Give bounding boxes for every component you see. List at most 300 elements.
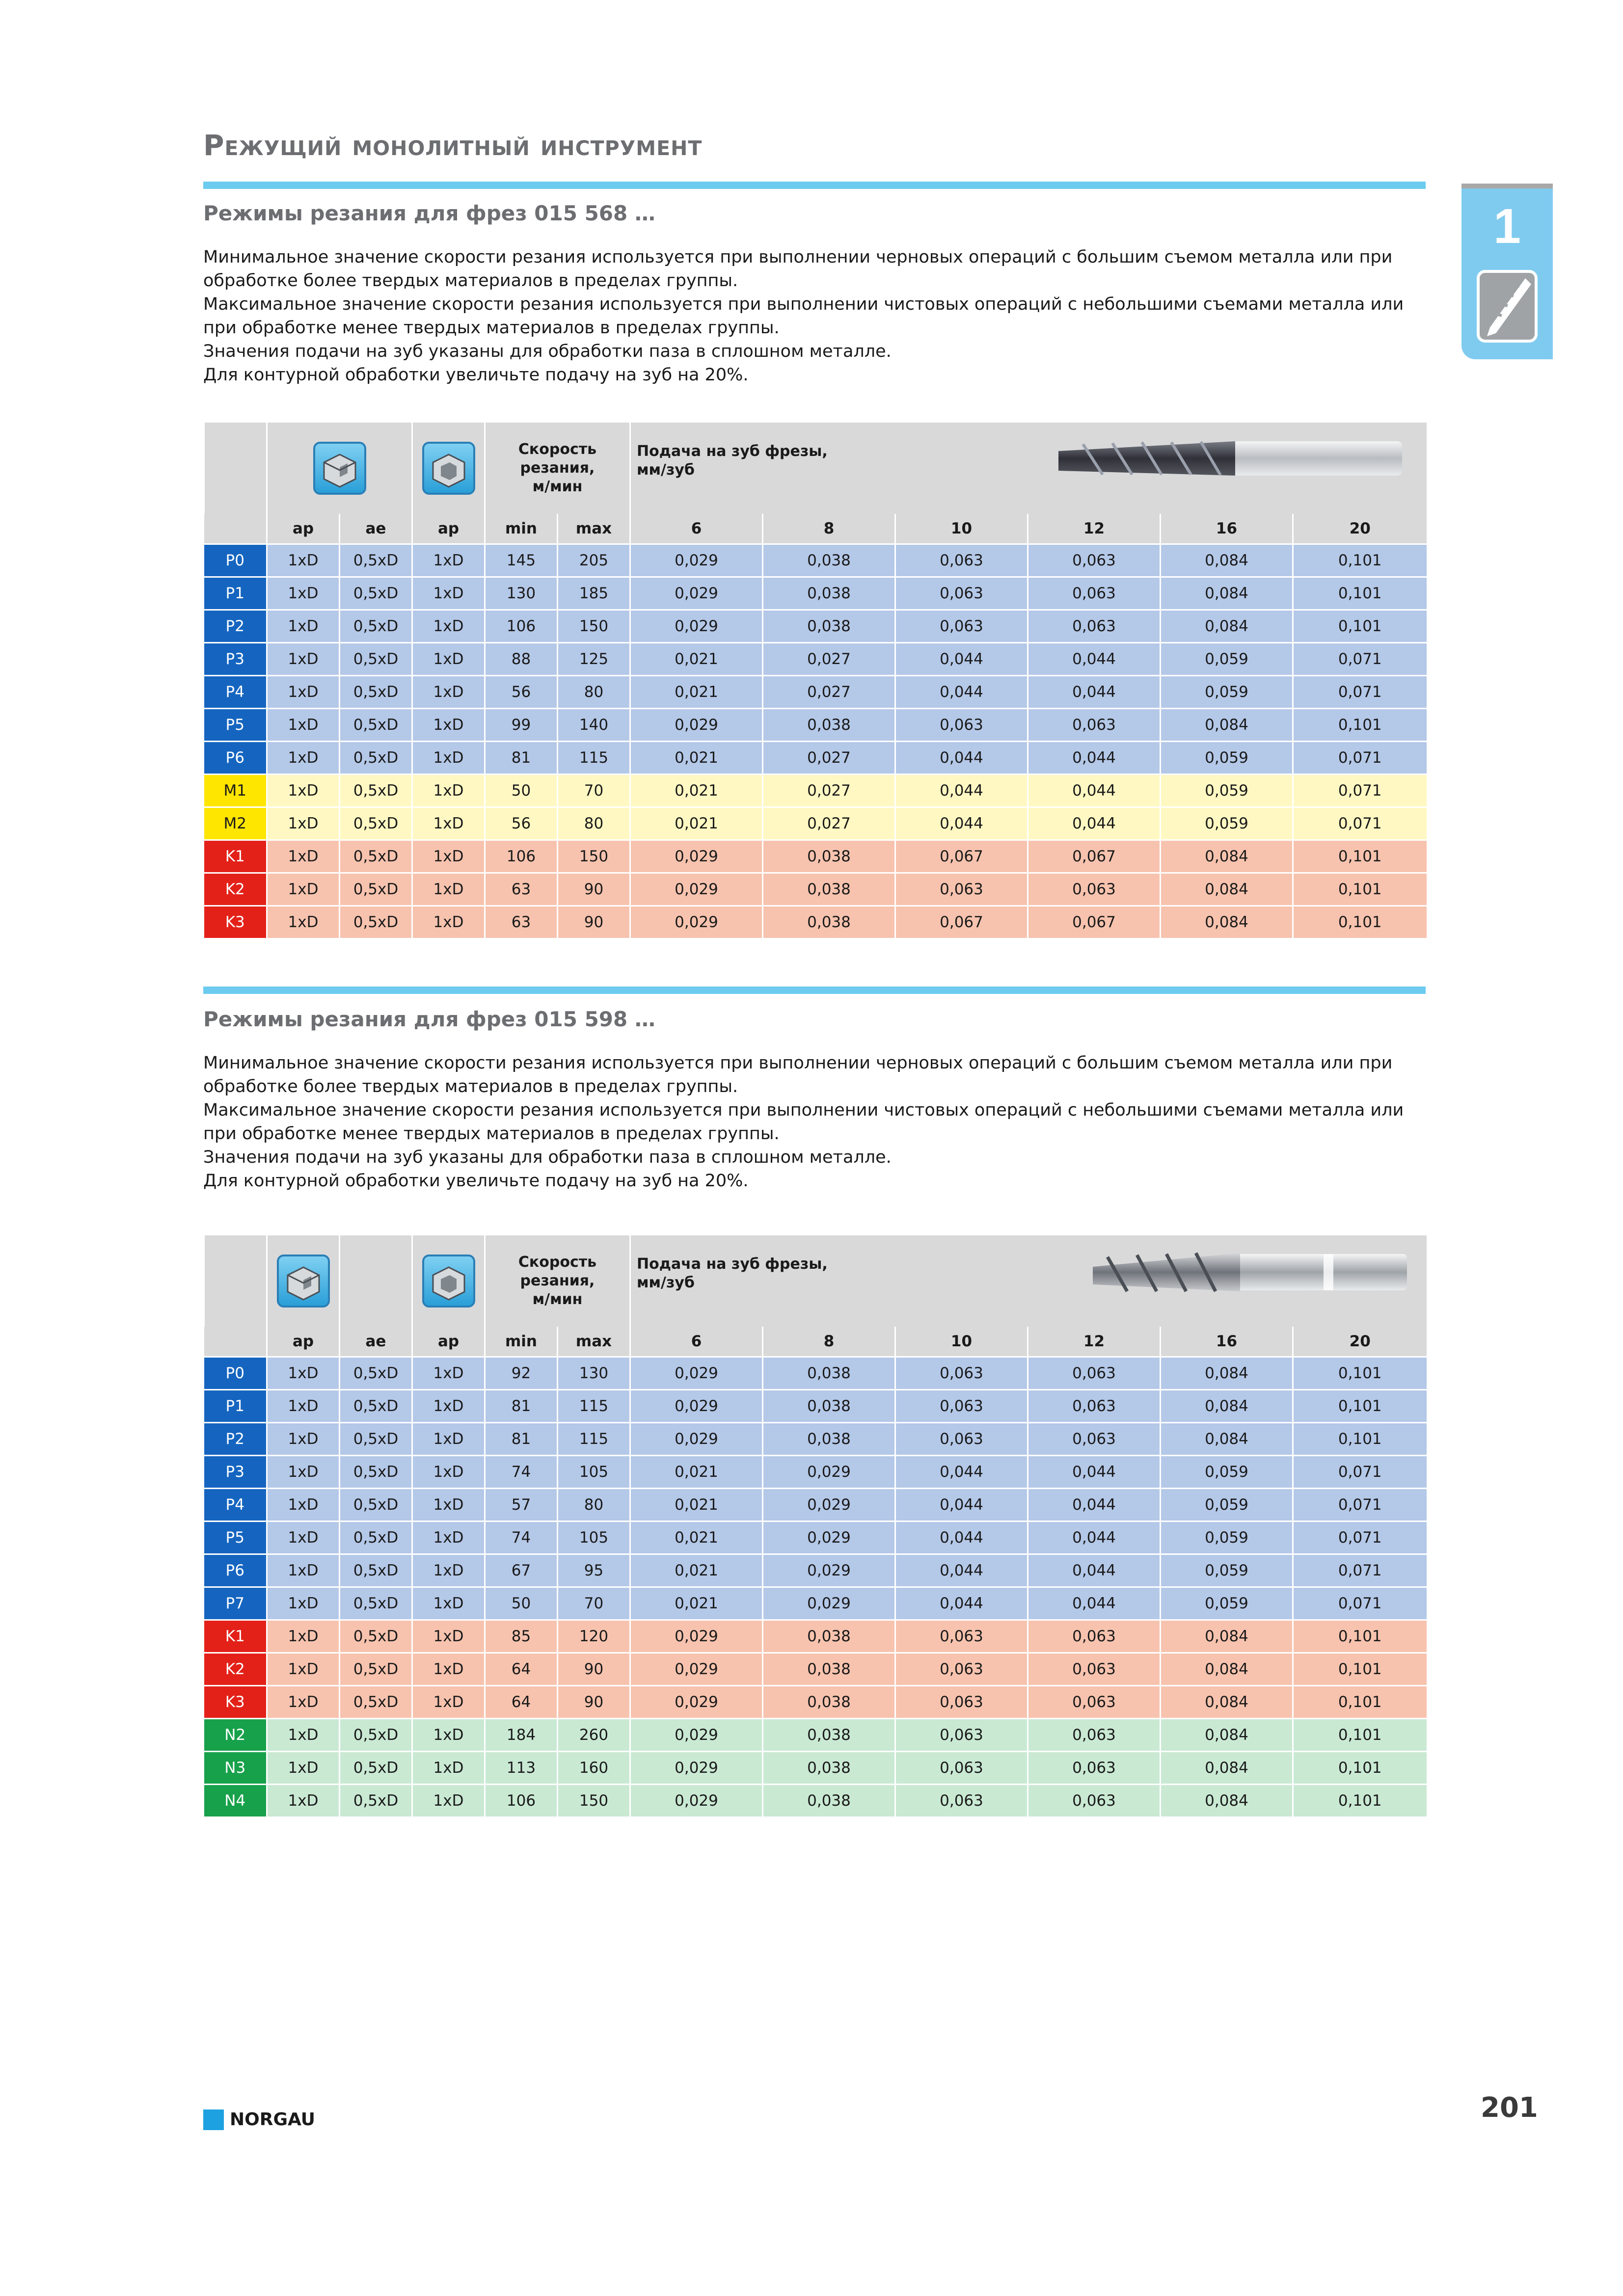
table-cell: 184 xyxy=(485,1719,558,1752)
table-cell: 0,084 xyxy=(1161,1653,1293,1686)
table-row xyxy=(204,1752,1427,1785)
table-cell: 64 xyxy=(485,1653,558,1686)
text-line: Минимальное значение скорости резания используется при выполнении черновых операций с большим съемом металла или при xyxy=(203,1053,1393,1073)
table-cell: 0,044 xyxy=(1028,774,1161,807)
column-header: ap xyxy=(412,1327,485,1357)
text-line: Для контурной обработки увеличьте подачу на зуб на 20%. xyxy=(203,365,749,385)
table-cell: 0,059 xyxy=(1161,1522,1293,1554)
table-row xyxy=(204,1357,1427,1390)
table-cell: 0,044 xyxy=(895,807,1028,840)
table-cell: 81 xyxy=(485,1423,558,1456)
table-cell: 1xD xyxy=(267,873,340,906)
column-header: max xyxy=(558,514,630,544)
column-header: ap xyxy=(267,1327,340,1357)
table-cell: 113 xyxy=(485,1752,558,1785)
table-cell: 0,5xD xyxy=(340,1587,412,1620)
chapter-number: 1 xyxy=(1493,199,1521,254)
table-cell: 150 xyxy=(558,610,630,643)
table-cell: 0,101 xyxy=(1293,544,1427,577)
table-cell: 0,063 xyxy=(1028,1785,1161,1817)
table-cell: 0,029 xyxy=(630,1686,763,1719)
table-cell: 0,5xD xyxy=(340,643,412,676)
table-cell: 1xD xyxy=(412,1554,485,1587)
table-cell: 0,5xD xyxy=(340,742,412,774)
material-group-cell: P3 xyxy=(204,643,267,676)
table-cell: 0,101 xyxy=(1293,906,1427,938)
contour-milling-icon xyxy=(422,1255,475,1308)
table-cell: 0,101 xyxy=(1293,1752,1427,1785)
table-cell: 0,101 xyxy=(1293,610,1427,643)
table-cell: 0,071 xyxy=(1293,1489,1427,1522)
table-cell: 0,5xD xyxy=(340,807,412,840)
table-cell: 0,021 xyxy=(630,774,763,807)
table-cell: 0,5xD xyxy=(340,1554,412,1587)
table-cell: 0,038 xyxy=(763,1785,895,1817)
material-group-cell: P6 xyxy=(204,742,267,774)
material-group-cell: N2 xyxy=(204,1719,267,1752)
table-cell: 0,071 xyxy=(1293,1587,1427,1620)
table-cell: 115 xyxy=(558,742,630,774)
page-title: Режущий монолитный инструмент xyxy=(203,129,703,162)
table-row xyxy=(204,840,1427,873)
table-cell: 0,059 xyxy=(1161,1554,1293,1587)
table-row xyxy=(204,1587,1427,1620)
table-cell: 99 xyxy=(485,709,558,742)
table-cell: 0,067 xyxy=(895,840,1028,873)
table-cell: 1xD xyxy=(412,873,485,906)
table-cell: 1xD xyxy=(267,676,340,709)
table-cell: 0,084 xyxy=(1161,1390,1293,1423)
table-cell: 0,038 xyxy=(763,577,895,610)
table-cell: 0,084 xyxy=(1161,1357,1293,1390)
feed-header-line: мм/зуб xyxy=(637,1274,695,1291)
table-cell: 0,038 xyxy=(763,873,895,906)
slot-milling-icon xyxy=(277,1255,330,1308)
table-cell: 0,044 xyxy=(895,676,1028,709)
table-cell: 160 xyxy=(558,1752,630,1785)
material-group-cell: P3 xyxy=(204,1456,267,1489)
table-cell: 0,044 xyxy=(895,1489,1028,1522)
table-cell: 0,021 xyxy=(630,1587,763,1620)
section1-rule xyxy=(203,182,1426,189)
table-cell: 1xD xyxy=(267,1423,340,1456)
table-cell: 0,029 xyxy=(630,1620,763,1653)
table-cell: 81 xyxy=(485,1390,558,1423)
table-cell: 1xD xyxy=(267,610,340,643)
table-cell: 0,038 xyxy=(763,544,895,577)
table-cell: 1xD xyxy=(412,742,485,774)
table-cell: 1xD xyxy=(412,906,485,938)
table-cell: 0,044 xyxy=(895,742,1028,774)
table-cell: 0,044 xyxy=(1028,643,1161,676)
table-header-row-2 xyxy=(204,1327,1427,1357)
table-cell: 125 xyxy=(558,643,630,676)
table-cell: 0,5xD xyxy=(340,774,412,807)
table-cell: 1xD xyxy=(412,577,485,610)
table-cell: 0,029 xyxy=(630,1653,763,1686)
table-row xyxy=(204,1686,1427,1719)
table-cell: 0,101 xyxy=(1293,577,1427,610)
column-header: 12 xyxy=(1028,1327,1161,1357)
table-row xyxy=(204,1554,1427,1587)
section2-description xyxy=(203,1051,1431,1193)
table-cell: 0,5xD xyxy=(340,1785,412,1817)
section1-heading: Режимы резания для фрез 015 568 … xyxy=(203,201,655,225)
table-cell: 0,071 xyxy=(1293,774,1427,807)
table-cell: 0,5xD xyxy=(340,1653,412,1686)
column-header: 6 xyxy=(630,514,763,544)
contour-icon-cell xyxy=(412,422,485,514)
table-cell: 0,029 xyxy=(630,873,763,906)
table-cell: 0,084 xyxy=(1161,1719,1293,1752)
feed-header-line: Подача на зуб фрезы, xyxy=(637,1255,828,1273)
table-cell: 80 xyxy=(558,676,630,709)
table-cell: 0,101 xyxy=(1293,1423,1427,1456)
table-cell: 1xD xyxy=(412,544,485,577)
table-row xyxy=(204,1489,1427,1522)
table-cell: 0,038 xyxy=(763,1686,895,1719)
table-cell: 90 xyxy=(558,1653,630,1686)
material-group-cell: P0 xyxy=(204,544,267,577)
table-cell: 74 xyxy=(485,1522,558,1554)
table-cell: 0,084 xyxy=(1161,840,1293,873)
table-cell: 0,063 xyxy=(1028,577,1161,610)
table-cell: 0,029 xyxy=(630,1357,763,1390)
table-cell: 0,038 xyxy=(763,1390,895,1423)
table-cell: 0,063 xyxy=(1028,1752,1161,1785)
table-row xyxy=(204,774,1427,807)
table-cell: 0,038 xyxy=(763,1653,895,1686)
table-cell: 0,063 xyxy=(1028,1390,1161,1423)
table-cell: 0,029 xyxy=(630,1719,763,1752)
table-cell: 0,044 xyxy=(895,643,1028,676)
table-cell: 0,5xD xyxy=(340,1620,412,1653)
table-cell: 1xD xyxy=(267,1522,340,1554)
speed-header-line: м/мин xyxy=(532,1291,583,1308)
text-line: обработке более твердых материалов в пределах группы. xyxy=(203,271,738,291)
table-row xyxy=(204,1456,1427,1489)
contour-icon-cell xyxy=(412,1235,485,1327)
table-cell: 0,063 xyxy=(895,1357,1028,1390)
column-header: 12 xyxy=(1028,514,1161,544)
section2-heading: Режимы резания для фрез 015 598 … xyxy=(203,1007,655,1031)
material-group-cell: K3 xyxy=(204,906,267,938)
table-cell: 0,063 xyxy=(1028,1357,1161,1390)
header-blank xyxy=(204,514,267,544)
table-cell: 185 xyxy=(558,577,630,610)
table-cell: 0,101 xyxy=(1293,840,1427,873)
table-cell: 50 xyxy=(485,774,558,807)
table-cell: 1xD xyxy=(267,1357,340,1390)
cutting-tool-tab-icon xyxy=(1476,269,1538,343)
table-cell: 0,5xD xyxy=(340,1489,412,1522)
table-cell: 0,084 xyxy=(1161,709,1293,742)
table-cell: 0,029 xyxy=(630,1390,763,1423)
table-header-row-2 xyxy=(204,514,1427,544)
table-cell: 0,101 xyxy=(1293,1390,1427,1423)
material-group-cell: P4 xyxy=(204,676,267,709)
table-cell: 0,071 xyxy=(1293,1554,1427,1587)
table-cell: 0,5xD xyxy=(340,1456,412,1489)
table-cell: 1xD xyxy=(267,742,340,774)
column-header: 16 xyxy=(1161,1327,1293,1357)
text-line: Значения подачи на зуб указаны для обработки паза в сплошном металле. xyxy=(203,342,892,361)
feed-header-line: мм/зуб xyxy=(637,461,695,479)
table-cell: 1xD xyxy=(412,1489,485,1522)
table-cell: 0,038 xyxy=(763,840,895,873)
table-cell: 0,063 xyxy=(895,1719,1028,1752)
table-row xyxy=(204,873,1427,906)
table-row xyxy=(204,807,1427,840)
table-cell: 1xD xyxy=(412,1719,485,1752)
table-cell: 0,021 xyxy=(630,1456,763,1489)
table-cell: 50 xyxy=(485,1587,558,1620)
header-blank xyxy=(204,1327,267,1357)
speed-header-line: м/мин xyxy=(532,478,583,495)
table-cell: 0,044 xyxy=(1028,676,1161,709)
table-cell: 0,029 xyxy=(630,577,763,610)
table-cell: 0,084 xyxy=(1161,1423,1293,1456)
table-cell: 0,5xD xyxy=(340,577,412,610)
table-cell: 0,084 xyxy=(1161,906,1293,938)
table-cell: 0,059 xyxy=(1161,643,1293,676)
table-cell: 0,029 xyxy=(763,1587,895,1620)
text-line: при обработке менее твердых материалов в пределах группы. xyxy=(203,1124,780,1144)
column-header: 16 xyxy=(1161,514,1293,544)
material-group-cell: P2 xyxy=(204,610,267,643)
table-cell: 1xD xyxy=(412,774,485,807)
table-cell: 0,5xD xyxy=(340,1719,412,1752)
table-cell: 0,5xD xyxy=(340,1357,412,1390)
table-cell: 0,029 xyxy=(630,906,763,938)
table-cell: 0,063 xyxy=(895,709,1028,742)
table-cell: 90 xyxy=(558,1686,630,1719)
material-group-cell: P4 xyxy=(204,1489,267,1522)
logo-square-icon xyxy=(203,2109,224,2130)
speed-header-line: резания, xyxy=(520,459,595,477)
table-cell: 56 xyxy=(485,807,558,840)
table-cell: 1xD xyxy=(267,577,340,610)
text-line: при обработке менее твердых материалов в пределах группы. xyxy=(203,318,780,338)
material-group-cell: P1 xyxy=(204,577,267,610)
table-cell: 1xD xyxy=(412,1752,485,1785)
table-row xyxy=(204,643,1427,676)
table-cell: 0,5xD xyxy=(340,873,412,906)
table-cell: 0,084 xyxy=(1161,1785,1293,1817)
column-header: ap xyxy=(412,514,485,544)
text-line: Максимальное значение скорости резания используется при выполнении чистовых операций с небольшими съемами металла или xyxy=(203,1100,1404,1120)
table-cell: 150 xyxy=(558,840,630,873)
table-cell: 70 xyxy=(558,774,630,807)
table-cell: 0,071 xyxy=(1293,1522,1427,1554)
table-row xyxy=(204,906,1427,938)
table-row xyxy=(204,1653,1427,1686)
contour-milling-icon xyxy=(422,442,475,495)
table-cell: 0,027 xyxy=(763,774,895,807)
table-cell: 0,044 xyxy=(895,774,1028,807)
table-cell: 0,063 xyxy=(1028,544,1161,577)
table-cell: 1xD xyxy=(412,709,485,742)
table-cell: 1xD xyxy=(267,643,340,676)
table-cell: 0,071 xyxy=(1293,807,1427,840)
table-cell: 0,038 xyxy=(763,1357,895,1390)
table-cell: 63 xyxy=(485,873,558,906)
column-header: ap xyxy=(267,514,340,544)
table-cell: 0,101 xyxy=(1293,1620,1427,1653)
table-cell: 0,071 xyxy=(1293,676,1427,709)
table-cell: 106 xyxy=(485,1785,558,1817)
column-header: 20 xyxy=(1293,514,1427,544)
speed-header xyxy=(485,422,630,514)
table-cell: 1xD xyxy=(267,1653,340,1686)
table-cell: 0,063 xyxy=(1028,1620,1161,1653)
slot-milling-icon xyxy=(313,442,366,495)
table-cell: 1xD xyxy=(412,1522,485,1554)
page-number: 201 xyxy=(1481,2092,1538,2124)
cutting-data-table-015568 xyxy=(203,421,1427,938)
table-cell: 64 xyxy=(485,1686,558,1719)
table-cell: 130 xyxy=(558,1357,630,1390)
chapter-tab[interactable] xyxy=(1461,184,1553,359)
table-cell: 0,5xD xyxy=(340,1752,412,1785)
table-cell: 150 xyxy=(558,1785,630,1817)
table-cell: 1xD xyxy=(267,807,340,840)
column-header: 6 xyxy=(630,1327,763,1357)
table-cell: 0,063 xyxy=(1028,1686,1161,1719)
table-cell: 0,021 xyxy=(630,742,763,774)
table-cell: 0,027 xyxy=(763,643,895,676)
table-cell: 0,021 xyxy=(630,1489,763,1522)
table-cell: 0,063 xyxy=(895,1653,1028,1686)
table-cell: 0,027 xyxy=(763,676,895,709)
table-cell: 56 xyxy=(485,676,558,709)
text-line: Значения подачи на зуб указаны для обработки паза в сплошном металле. xyxy=(203,1148,892,1167)
table-cell: 1xD xyxy=(267,840,340,873)
table-cell: 0,044 xyxy=(1028,1456,1161,1489)
table-cell: 1xD xyxy=(267,1752,340,1785)
table-cell: 0,027 xyxy=(763,742,895,774)
table-cell: 1xD xyxy=(267,1587,340,1620)
table-cell: 0,101 xyxy=(1293,1653,1427,1686)
table-cell: 0,067 xyxy=(1028,840,1161,873)
table-cell: 1xD xyxy=(267,774,340,807)
table-cell: 1xD xyxy=(412,1620,485,1653)
table-cell: 85 xyxy=(485,1620,558,1653)
table-cell: 0,038 xyxy=(763,709,895,742)
column-header: ae xyxy=(340,1327,412,1357)
table-cell: 106 xyxy=(485,840,558,873)
material-group-cell: K3 xyxy=(204,1686,267,1719)
table-cell: 0,063 xyxy=(895,1620,1028,1653)
table-cell: 0,044 xyxy=(1028,1554,1161,1587)
material-group-cell: P2 xyxy=(204,1423,267,1456)
table-cell: 115 xyxy=(558,1423,630,1456)
table-cell: 0,021 xyxy=(630,643,763,676)
slot-icon-cell xyxy=(267,1235,340,1327)
speed-header xyxy=(485,1235,630,1327)
table-cell: 0,063 xyxy=(1028,1653,1161,1686)
text-line: Минимальное значение скорости резания используется при выполнении черновых операций с большим съемом металла или при xyxy=(203,247,1393,267)
table-row xyxy=(204,709,1427,742)
material-group-cell: P5 xyxy=(204,1522,267,1554)
table-cell: 0,084 xyxy=(1161,610,1293,643)
table-cell: 0,029 xyxy=(630,544,763,577)
table-cell: 67 xyxy=(485,1554,558,1587)
column-header: min xyxy=(485,514,558,544)
table-cell: 0,101 xyxy=(1293,873,1427,906)
table-cell: 1xD xyxy=(412,1653,485,1686)
table-cell: 1xD xyxy=(412,840,485,873)
table-cell: 0,038 xyxy=(763,906,895,938)
material-group-cell: P7 xyxy=(204,1587,267,1620)
table-cell: 0,063 xyxy=(1028,709,1161,742)
table-cell: 120 xyxy=(558,1620,630,1653)
column-header: max xyxy=(558,1327,630,1357)
table-cell: 0,067 xyxy=(895,906,1028,938)
column-header: min xyxy=(485,1327,558,1357)
material-group-cell: N4 xyxy=(204,1785,267,1817)
table-cell: 1xD xyxy=(412,1785,485,1817)
header-blank xyxy=(340,1235,412,1327)
end-mill-photo xyxy=(1088,1242,1412,1301)
material-group-cell: K1 xyxy=(204,1620,267,1653)
table-body xyxy=(204,1357,1427,1817)
table-cell: 0,059 xyxy=(1161,807,1293,840)
feed-header-line: Подача на зуб фрезы, xyxy=(637,443,828,460)
table-cell: 70 xyxy=(558,1587,630,1620)
table-cell: 1xD xyxy=(267,1554,340,1587)
logo-text: NORGAU xyxy=(230,2109,315,2130)
table-cell: 0,5xD xyxy=(340,544,412,577)
table-cell: 0,063 xyxy=(895,1785,1028,1817)
material-group-cell: P1 xyxy=(204,1390,267,1423)
table-row xyxy=(204,544,1427,577)
table-cell: 0,101 xyxy=(1293,1686,1427,1719)
table-cell: 90 xyxy=(558,873,630,906)
table-cell: 0,5xD xyxy=(340,906,412,938)
material-group-cell: M2 xyxy=(204,807,267,840)
table-cell: 0,084 xyxy=(1161,1686,1293,1719)
table-cell: 0,044 xyxy=(895,1554,1028,1587)
table-cell: 0,5xD xyxy=(340,840,412,873)
table-cell: 0,038 xyxy=(763,1423,895,1456)
table-cell: 1xD xyxy=(412,610,485,643)
table-cell: 0,5xD xyxy=(340,676,412,709)
table-cell: 0,059 xyxy=(1161,1587,1293,1620)
table-cell: 130 xyxy=(485,577,558,610)
feed-header xyxy=(630,422,1427,514)
table-cell: 0,063 xyxy=(1028,1423,1161,1456)
table-cell: 0,5xD xyxy=(340,1686,412,1719)
table-row xyxy=(204,1620,1427,1653)
table-cell: 0,101 xyxy=(1293,709,1427,742)
column-header: 8 xyxy=(763,1327,895,1357)
table-header-row-1 xyxy=(204,1235,1427,1327)
table-cell: 0,044 xyxy=(895,1522,1028,1554)
table-cell: 1xD xyxy=(267,709,340,742)
table-header-row-1 xyxy=(204,422,1427,514)
table-cell: 0,029 xyxy=(630,840,763,873)
table-cell: 0,084 xyxy=(1161,1620,1293,1653)
table-cell: 0,059 xyxy=(1161,742,1293,774)
table-cell: 0,063 xyxy=(895,1752,1028,1785)
table-cell: 1xD xyxy=(267,1620,340,1653)
table-cell: 81 xyxy=(485,742,558,774)
table-cell: 0,038 xyxy=(763,610,895,643)
table-cell: 0,044 xyxy=(1028,742,1161,774)
material-group-cell: P6 xyxy=(204,1554,267,1587)
feed-header xyxy=(630,1235,1427,1327)
